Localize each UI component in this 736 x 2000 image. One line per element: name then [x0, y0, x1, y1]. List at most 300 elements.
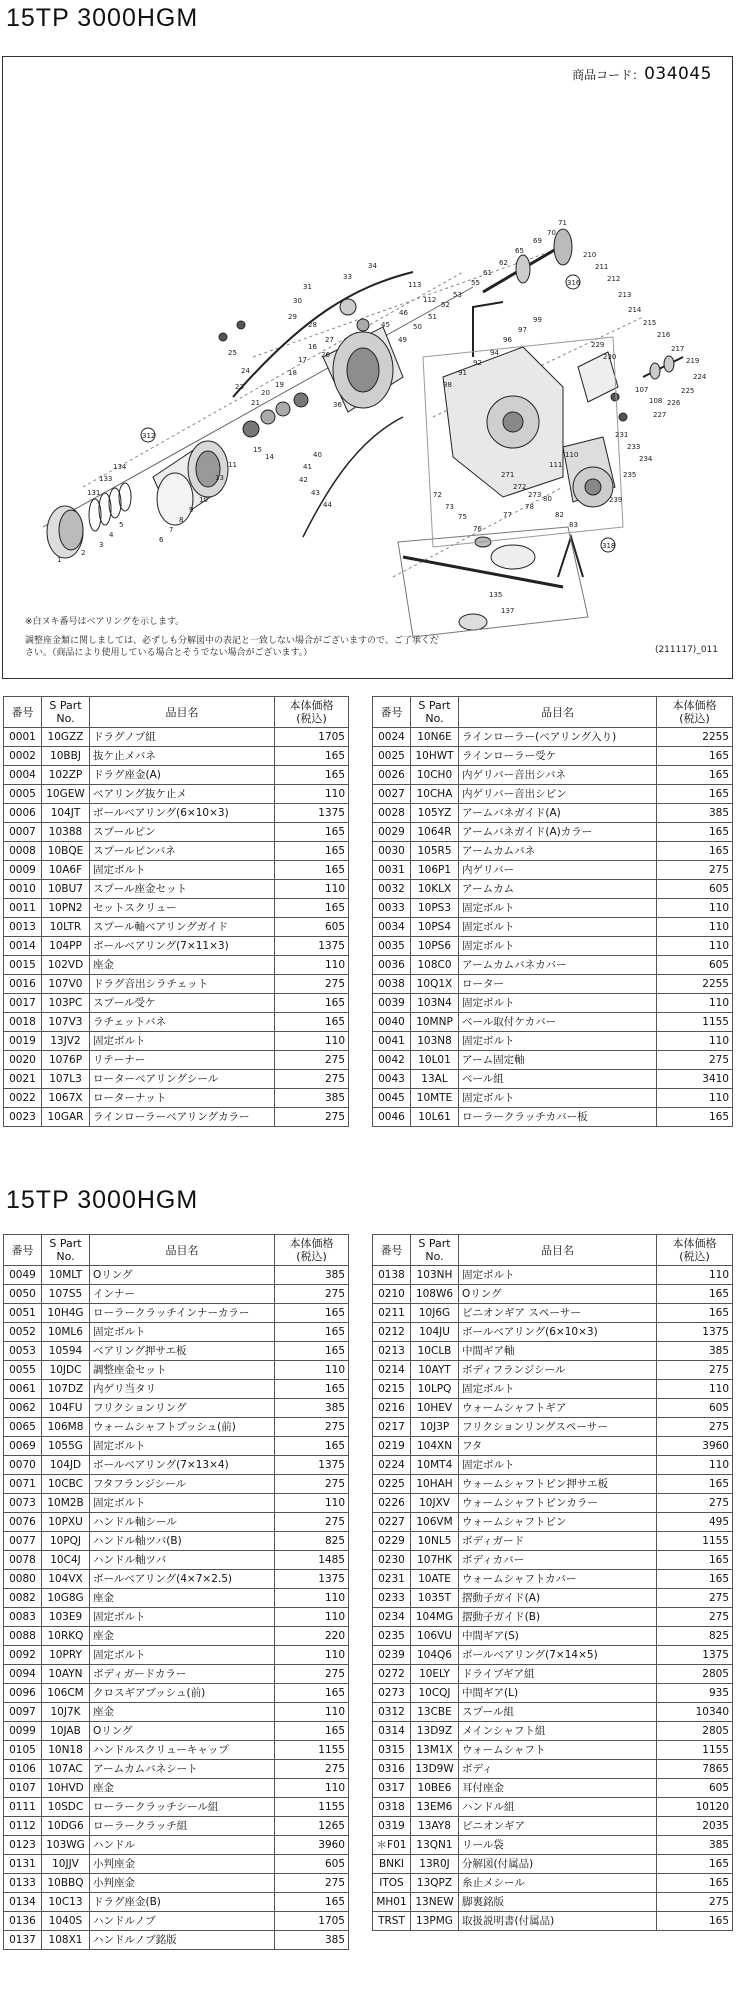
part-price: 165	[275, 823, 349, 842]
s-part-number: 106CM	[42, 1684, 90, 1703]
table-row	[4, 1418, 349, 1437]
part-name: ウォームシャフトカバー	[459, 1570, 657, 1589]
part-name: ウォームシャフトピン	[459, 1513, 657, 1532]
part-number: 0023	[4, 1108, 42, 1127]
part-price: 825	[657, 1627, 733, 1646]
part-name: アームバネガイド(A)カラー	[459, 823, 657, 842]
svg-text:6: 6	[159, 536, 164, 544]
part-number: 0009	[4, 861, 42, 880]
part-price: 385	[275, 1089, 349, 1108]
part-price: 165	[275, 1893, 349, 1912]
s-part-number: 10HVD	[42, 1779, 90, 1798]
part-price: 275	[275, 1513, 349, 1532]
part-name: ボディカバー	[459, 1551, 657, 1570]
s-part-number: 10G8G	[42, 1589, 90, 1608]
part-name: 固定ボルト	[459, 1266, 657, 1285]
table-row	[4, 861, 349, 880]
part-number: 0314	[373, 1722, 411, 1741]
part-name: ローターベアリングシール	[90, 1070, 275, 1089]
svg-text:235: 235	[623, 471, 637, 479]
part-name: アームカムバネ	[459, 842, 657, 861]
part-number: 0096	[4, 1684, 42, 1703]
s-part-number: 10RKQ	[42, 1627, 90, 1646]
part-number: 0216	[373, 1399, 411, 1418]
s-part-number: 104XN	[411, 1437, 459, 1456]
part-name: ハンドル軸ツバ(B)	[90, 1532, 275, 1551]
table-row	[4, 1304, 349, 1323]
part-price: 605	[657, 956, 733, 975]
table-row	[4, 842, 349, 861]
table-row	[4, 1703, 349, 1722]
part-name: 抜ケ止メバネ	[90, 747, 275, 766]
s-part-number: 10AYT	[411, 1361, 459, 1380]
part-price: 165	[657, 747, 733, 766]
part-number: 0027	[373, 785, 411, 804]
table-row	[373, 1760, 733, 1779]
s-part-number: 10CLB	[411, 1342, 459, 1361]
part-name: ボディガードカラー	[90, 1665, 275, 1684]
table-row	[373, 1874, 733, 1893]
part-name: スプール座金セット	[90, 880, 275, 899]
part-number: 0032	[373, 880, 411, 899]
part-number: 0062	[4, 1399, 42, 1418]
s-part-number: 10ELY	[411, 1665, 459, 1684]
svg-text:30: 30	[293, 297, 302, 305]
table-row	[4, 1741, 349, 1760]
header-spart: S Part No.	[42, 697, 90, 728]
bearing-note: ※白ヌキ番号はベアリングを示します。	[25, 617, 185, 627]
part-name: ハンドルノブ	[90, 1912, 275, 1931]
part-number: MH01	[373, 1893, 411, 1912]
svg-text:234: 234	[639, 455, 653, 463]
svg-text:96: 96	[503, 336, 512, 344]
part-number: 0021	[4, 1070, 42, 1089]
part-number: 0065	[4, 1418, 42, 1437]
part-name: 内ゲリバー音出シピン	[459, 785, 657, 804]
part-price: 3960	[657, 1437, 733, 1456]
table-row	[373, 728, 733, 747]
svg-text:225: 225	[681, 387, 695, 395]
s-part-number: 10BBJ	[42, 747, 90, 766]
s-part-number: 103N8	[411, 1032, 459, 1051]
table-row	[4, 1070, 349, 1089]
part-name: 固定ボルト	[90, 1646, 275, 1665]
s-part-number: 10PS4	[411, 918, 459, 937]
svg-text:273: 273	[528, 491, 542, 499]
header-price: 本体価格 (税込)	[657, 697, 733, 728]
part-name: スプール軸ベアリングガイド	[90, 918, 275, 937]
part-price: 165	[275, 1013, 349, 1032]
table-row	[4, 1323, 349, 1342]
part-price: 2805	[657, 1722, 733, 1741]
table-row	[373, 1855, 733, 1874]
part-price: 385	[657, 1836, 733, 1855]
table-row	[4, 937, 349, 956]
table-row	[4, 899, 349, 918]
part-number: 0212	[373, 1323, 411, 1342]
part-price: 605	[657, 880, 733, 899]
s-part-number: 10ATE	[411, 1570, 459, 1589]
part-name: 取扱説明書(付属品)	[459, 1912, 657, 1931]
svg-text:44: 44	[323, 501, 332, 509]
part-name: アーム固定軸	[459, 1051, 657, 1070]
svg-text:217: 217	[671, 345, 685, 353]
part-name: ラインローラー(ベアリング入り)	[459, 728, 657, 747]
part-number: 0069	[4, 1437, 42, 1456]
part-price: 275	[657, 1418, 733, 1437]
part-price: 1155	[275, 1741, 349, 1760]
callout-312	[141, 428, 155, 442]
part-number: 0215	[373, 1380, 411, 1399]
s-part-number: 10LTR	[42, 918, 90, 937]
part-name: 固定ボルト	[459, 1380, 657, 1399]
part-number: 0014	[4, 937, 42, 956]
table-row	[373, 937, 733, 956]
s-part-number: 103WG	[42, 1836, 90, 1855]
part-name: ローラークラッチシール組	[90, 1798, 275, 1817]
part-price: 110	[275, 1494, 349, 1513]
parts-exploded-view	[3, 57, 732, 678]
table-row	[4, 1437, 349, 1456]
table-row	[373, 1570, 733, 1589]
table-row	[373, 880, 733, 899]
table-row	[373, 1627, 733, 1646]
svg-text:211: 211	[595, 263, 609, 271]
part-number: 0010	[4, 880, 42, 899]
table-row	[4, 1893, 349, 1912]
part-price: 275	[275, 1418, 349, 1437]
part-number: 0052	[4, 1323, 42, 1342]
s-part-number: 106VM	[411, 1513, 459, 1532]
part-name: ハンドル	[90, 1836, 275, 1855]
table-row	[373, 1646, 733, 1665]
part-price: 110	[275, 956, 349, 975]
svg-text:28: 28	[308, 321, 317, 329]
part-name: ラインローラー受ケ	[459, 747, 657, 766]
part-price: 1155	[657, 1532, 733, 1551]
part-number: 0082	[4, 1589, 42, 1608]
s-part-number: 10H4G	[42, 1304, 90, 1323]
table-row	[4, 1013, 349, 1032]
table-row	[373, 1399, 733, 1418]
part-price: 110	[275, 880, 349, 899]
svg-text:10: 10	[199, 496, 208, 504]
s-part-number: 10JXV	[411, 1494, 459, 1513]
part-price: 165	[275, 1380, 349, 1399]
s-part-number: 10MNP	[411, 1013, 459, 1032]
part-number: 0224	[373, 1456, 411, 1475]
svg-text:55: 55	[471, 279, 480, 287]
s-part-number: 102VD	[42, 956, 90, 975]
table-row	[4, 956, 349, 975]
s-part-number: 107AC	[42, 1760, 90, 1779]
table-row	[373, 1532, 733, 1551]
part-number: 0315	[373, 1741, 411, 1760]
s-part-number: 10L61	[411, 1108, 459, 1127]
s-part-number: 13AL	[411, 1070, 459, 1089]
table-row	[373, 1817, 733, 1836]
callout-316	[566, 275, 581, 289]
part-price: 275	[275, 1108, 349, 1127]
svg-text:50: 50	[413, 323, 422, 331]
s-part-number: 10AYN	[42, 1665, 90, 1684]
table-row	[4, 766, 349, 785]
part-name: クロスギアブッシュ(前)	[90, 1684, 275, 1703]
part-name: ローラークラッチ組	[90, 1817, 275, 1836]
s-part-number: 10PS6	[411, 937, 459, 956]
s-part-number: 104JU	[411, 1323, 459, 1342]
header-spart: S Part No.	[411, 697, 459, 728]
s-part-number: 10ML6	[42, 1323, 90, 1342]
s-part-number: 1067X	[42, 1089, 90, 1108]
part-number: 0073	[4, 1494, 42, 1513]
table-row	[4, 1551, 349, 1570]
svg-text:97: 97	[518, 326, 527, 334]
s-part-number: 10PN2	[42, 899, 90, 918]
part-price: 110	[657, 1266, 733, 1285]
part-name: 座金	[90, 1589, 275, 1608]
svg-text:9: 9	[189, 506, 194, 514]
part-price: 2805	[657, 1665, 733, 1684]
part-name: 固定ボルト	[459, 918, 657, 937]
header-name: 品目名	[90, 697, 275, 728]
s-part-number: 103NH	[411, 1266, 459, 1285]
table-row	[4, 1817, 349, 1836]
table-row	[4, 1608, 349, 1627]
part-name: 固定ボルト	[459, 1032, 657, 1051]
part-name: ローラークラッチカバー板	[459, 1108, 657, 1127]
part-price: 165	[275, 1437, 349, 1456]
part-price: 10340	[657, 1703, 733, 1722]
s-part-number: 107HK	[411, 1551, 459, 1570]
part-name: 糸止メシール	[459, 1874, 657, 1893]
table-row	[4, 1513, 349, 1532]
header-name: 品目名	[459, 697, 657, 728]
part-name: 摺動子ガイド(B)	[459, 1608, 657, 1627]
part-name: 小判座金	[90, 1855, 275, 1874]
part-number: 0007	[4, 823, 42, 842]
svg-text:216: 216	[657, 331, 671, 339]
part-number: ITOS	[373, 1874, 411, 1893]
svg-text:20: 20	[261, 389, 270, 397]
part-price: 220	[275, 1627, 349, 1646]
part-number: 0038	[373, 975, 411, 994]
part-number: 0231	[373, 1570, 411, 1589]
s-part-number: 10PS3	[411, 899, 459, 918]
part-number: 0031	[373, 861, 411, 880]
part-name: 座金	[90, 1627, 275, 1646]
s-part-number: 1076P	[42, 1051, 90, 1070]
table-row	[373, 1608, 733, 1627]
part-number: 0138	[373, 1266, 411, 1285]
s-part-number: 104JD	[42, 1456, 90, 1475]
svg-text:113: 113	[408, 281, 422, 289]
table-row	[373, 1323, 733, 1342]
part-name: 摺動子ガイド(A)	[459, 1589, 657, 1608]
part-number: 0004	[4, 766, 42, 785]
s-part-number: 10BU7	[42, 880, 90, 899]
table-row	[4, 747, 349, 766]
svg-text:224: 224	[693, 373, 707, 381]
part-name: 固定ボルト	[459, 1089, 657, 1108]
part-number: 0312	[373, 1703, 411, 1722]
svg-text:107: 107	[635, 386, 649, 394]
part-number: 0088	[4, 1627, 42, 1646]
exploded-diagram	[2, 56, 733, 679]
table-row	[373, 1494, 733, 1513]
s-part-number: 10Q1X	[411, 975, 459, 994]
table-row	[373, 1013, 733, 1032]
svg-text:17: 17	[298, 356, 307, 364]
s-part-number: 13PMG	[411, 1912, 459, 1931]
s-part-number: 10GZZ	[42, 728, 90, 747]
part-name: インナー	[90, 1285, 275, 1304]
part-number: 0094	[4, 1665, 42, 1684]
svg-text:99: 99	[533, 316, 542, 324]
part-price: 605	[657, 1399, 733, 1418]
part-number: 0213	[373, 1342, 411, 1361]
part-price: 110	[275, 1646, 349, 1665]
part-name: アームカムバネシート	[90, 1760, 275, 1779]
part-number: 0137	[4, 1931, 42, 1950]
part-number: 0046	[373, 1108, 411, 1127]
svg-text:108: 108	[649, 397, 663, 405]
svg-text:94: 94	[490, 349, 499, 357]
table-row	[373, 1266, 733, 1285]
svg-text:69: 69	[533, 237, 542, 245]
part-price: 165	[275, 899, 349, 918]
part-number: 0028	[373, 804, 411, 823]
table-row	[373, 1475, 733, 1494]
part-name: ボールベアリング(4×7×2.5)	[90, 1570, 275, 1589]
s-part-number: 13QPZ	[411, 1874, 459, 1893]
part-name: 固定ボルト	[90, 1032, 275, 1051]
svg-text:78: 78	[525, 503, 534, 511]
part-number: 0005	[4, 785, 42, 804]
table-row	[4, 975, 349, 994]
svg-text:214: 214	[628, 306, 642, 314]
part-price: 605	[275, 918, 349, 937]
s-part-number: 106M8	[42, 1418, 90, 1437]
svg-text:133: 133	[99, 475, 113, 483]
part-number: 0316	[373, 1760, 411, 1779]
s-part-number: 10BE6	[411, 1779, 459, 1798]
s-part-number: 13NEW	[411, 1893, 459, 1912]
s-part-number: 10CH0	[411, 766, 459, 785]
table-row	[4, 1931, 349, 1950]
part-name: ボールベアリング(7×14×5)	[459, 1646, 657, 1665]
table-row	[4, 728, 349, 747]
table-row	[4, 1874, 349, 1893]
svg-text:62: 62	[499, 259, 508, 267]
s-part-number: 10LPQ	[411, 1380, 459, 1399]
s-part-number: 10DG6	[42, 1817, 90, 1836]
part-name: 固定ボルト	[90, 861, 275, 880]
part-number: 0015	[4, 956, 42, 975]
part-price: 165	[275, 766, 349, 785]
part-price: 165	[275, 861, 349, 880]
part-price: 165	[657, 785, 733, 804]
s-part-number: 10L01	[411, 1051, 459, 1070]
part-name: ボディ	[459, 1760, 657, 1779]
svg-text:272: 272	[513, 483, 527, 491]
part-number: 0080	[4, 1570, 42, 1589]
part-name: ドラグ座金(A)	[90, 766, 275, 785]
part-name: Oリング	[459, 1285, 657, 1304]
svg-text:88: 88	[443, 381, 452, 389]
part-number: 0051	[4, 1304, 42, 1323]
s-part-number: 107V3	[42, 1013, 90, 1032]
part-name: 固定ボルト	[90, 1323, 275, 1342]
s-part-number: 10N6E	[411, 728, 459, 747]
part-price: 275	[657, 1893, 733, 1912]
part-price: 2255	[657, 975, 733, 994]
table-row	[4, 1532, 349, 1551]
part-name: ウォームシャフトギア	[459, 1399, 657, 1418]
part-name: フタ	[459, 1437, 657, 1456]
part-price: 1375	[275, 804, 349, 823]
svg-text:219: 219	[686, 357, 700, 365]
table-row	[4, 1665, 349, 1684]
part-price: 385	[275, 1931, 349, 1950]
part-name: ドラグ座金(B)	[90, 1893, 275, 1912]
part-price: 3410	[657, 1070, 733, 1089]
s-part-number: 10J3P	[411, 1418, 459, 1437]
part-name: 中間ギア(S)	[459, 1627, 657, 1646]
s-part-number: 10BBQ	[42, 1874, 90, 1893]
part-name: ラチェットバネ	[90, 1013, 275, 1032]
svg-text:65: 65	[515, 247, 524, 255]
part-price: 275	[275, 1285, 349, 1304]
part-name: 座金	[90, 1779, 275, 1798]
s-part-number: 107V0	[42, 975, 90, 994]
part-number: 0050	[4, 1285, 42, 1304]
reference-code: (211117)_011	[654, 645, 718, 655]
table-row	[373, 785, 733, 804]
s-part-number: 10PXU	[42, 1513, 90, 1532]
part-price: 2255	[657, 728, 733, 747]
part-name: 固定ボルト	[90, 1437, 275, 1456]
part-price: 165	[275, 1304, 349, 1323]
part-price: 1375	[657, 1323, 733, 1342]
part-number: 0217	[373, 1418, 411, 1437]
svg-text:14: 14	[265, 453, 274, 461]
part-price: 110	[657, 918, 733, 937]
part-price: 165	[657, 1475, 733, 1494]
svg-text:72: 72	[433, 491, 442, 499]
part-number: 0233	[373, 1589, 411, 1608]
part-name: ボールベアリング(7×13×4)	[90, 1456, 275, 1475]
part-number: 0040	[373, 1013, 411, 1032]
parts-table-1-left	[3, 696, 349, 1127]
part-name: 中間ギア軸	[459, 1342, 657, 1361]
table-row	[373, 975, 733, 994]
svg-text:131: 131	[87, 489, 101, 497]
part-price: 110	[275, 1608, 349, 1627]
part-number: 0106	[4, 1760, 42, 1779]
part-name: アームバネガイド(A)	[459, 804, 657, 823]
part-number: 0133	[4, 1874, 42, 1893]
part-name: 座金	[90, 956, 275, 975]
svg-text:43: 43	[311, 489, 320, 497]
part-price: 605	[275, 1855, 349, 1874]
svg-text:36: 36	[333, 401, 342, 409]
part-name: 内ゲリバー音出シバネ	[459, 766, 657, 785]
s-part-number: 10594	[42, 1342, 90, 1361]
svg-text:51: 51	[428, 313, 437, 321]
svg-text:27: 27	[325, 336, 334, 344]
part-name: ドライブギア組	[459, 1665, 657, 1684]
